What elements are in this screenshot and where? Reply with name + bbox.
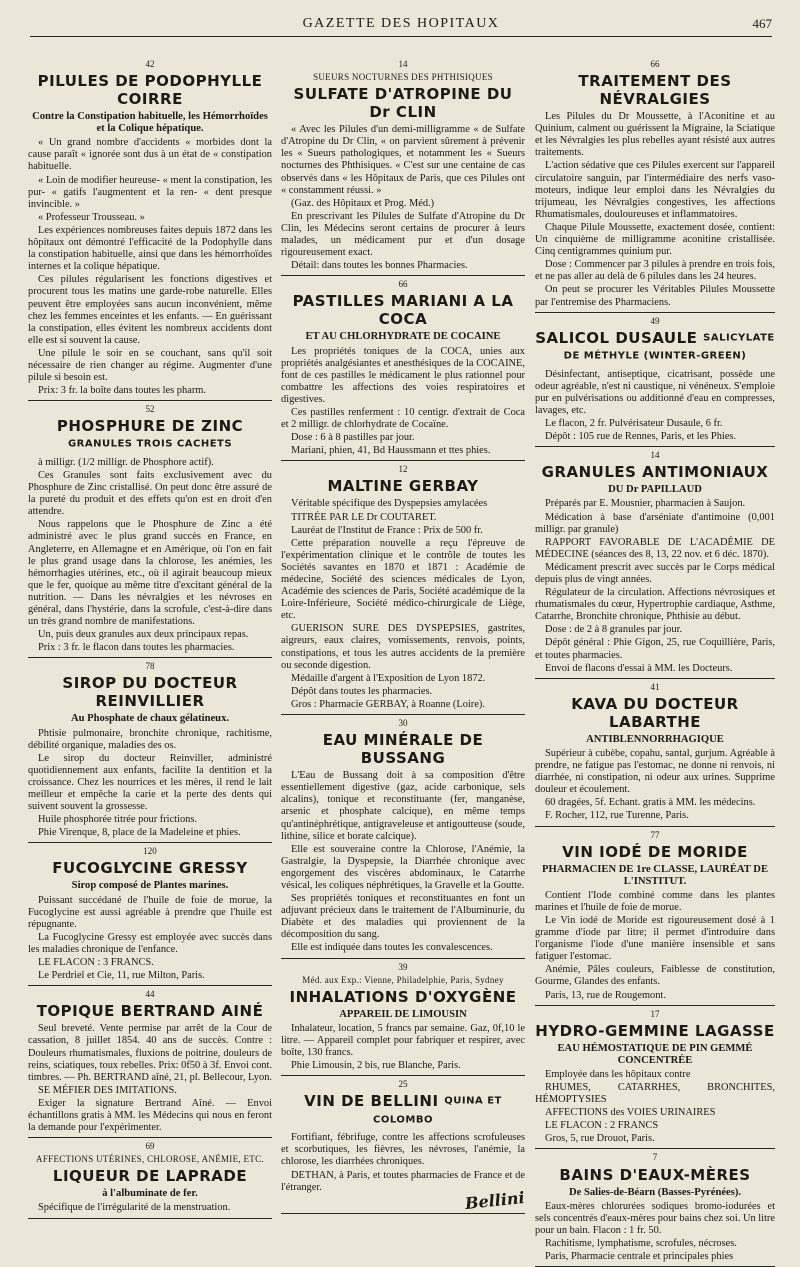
ad-paragraph: Supérieur à cubèbe, copahu, santal, gurjum. Agréable à prendre, ne fatigue pas l'estomac, ne donne ni renvois, ni diarrhée, ni constipation, ni odeur aux urines. Supprime douleur et écoulement. xyxy=(535,747,775,796)
ad-paragraph: Chaque Pilule Moussette, exactement dosée, contient: Un cinquième de milligramme aconitine cristallisée. Cinq centigrammes quinium pur. xyxy=(535,221,775,258)
ad-paragraph: Employée dans les hôpitaux contre xyxy=(545,1068,691,1080)
ad-paragraph: LE FLACON : 2 FRANCS xyxy=(545,1120,659,1132)
ad-paragraph: Gros, 5, rue Drouot, Paris. xyxy=(545,1133,655,1145)
ad-paragraph: Lauréat de l'Institut de France : Prix de 500 fr. xyxy=(291,524,483,536)
ad-subtitle: ANTIBLENNORRHAGIQUE xyxy=(586,733,724,745)
ad-paragraph: Le Perdriel et Cie, 11, rue Milton, Paris. xyxy=(38,970,205,982)
ad-paragraph: DETHAN, à Paris, et toutes pharmacies de France et de l'étranger. xyxy=(281,1169,525,1193)
ad-paragraph: Régulateur de la circulation. Affections névrosiques et rhumatismales du cœur, Hypertrophie cardiaque, Asthme, Catarrhe, Bronchite chronique, Phthisie au début. xyxy=(535,587,775,623)
ad-paragraph: La Fucoglycine Gressy est employée avec succès dans les maladies chronique de l'enfance. xyxy=(28,931,272,955)
ad-paragraph: Paris, 13, rue de Rougemont. xyxy=(545,989,666,1001)
ad-number: 78 xyxy=(145,661,155,672)
ad-paragraph: Eaux-mères chlorurées sodiques bromo-iodurées et sels concentrés d'eaux-mères pour bains chez soi. Un litre pour un bain. Flacon : 1 fr. 50. xyxy=(535,1200,775,1236)
ad-paragraph: Gros : Pharmacie GERBAY, à Roanne (Loire). xyxy=(291,698,485,710)
ad-title xyxy=(281,292,525,328)
advertisement xyxy=(535,1008,775,1150)
ad-paragraph: RHUMES, CATARRHES, BRONCHITES, HÉMOPTYSIES xyxy=(535,1082,775,1106)
ad-paragraph: « Loin de modifier heureuse- « ment la constipation, les pur- « gatifs l'augmentent et la ren- « dent presque invincible. » xyxy=(28,174,272,210)
ad-title xyxy=(535,695,775,731)
column-middle xyxy=(281,58,526,1213)
ad-paragraph: Elle est souveraine contre la Chlorose, l'Anémie, la Gastralgie, la Dyspepsie, la Diarrhée chronique avec engorgement des viscères abdominaux, le Catarrhe vésical, les coliques néphrétiques, la Gravelle et la Goutte. xyxy=(281,843,525,891)
ad-paragraph: (Gaz. des Hôpitaux et Prog. Méd.) xyxy=(291,197,435,209)
ad-paragraph: Puissant succédané de l'huile de foie de morue, la Fucoglycine est aussi agréable à prendre que l'huile est répugnante. xyxy=(28,894,272,930)
ad-paragraph: Détail: dans toutes les bonnes Pharmacies. xyxy=(291,260,468,272)
ad-paragraph: Médaille d'argent à l'Exposition de Lyon 1872. xyxy=(291,672,486,684)
ad-paragraph: Ces pilules régularisent les fonctions digestives et procurent tous les matins une garde-robe naturelle. Elles peuvent être employées sans aucun inconvénient, même chez les femmes enceintes et les enfants. — En guérissant la constipation, elles évitent les nombreux accidents dont elle est si souvent la cause. xyxy=(28,274,272,346)
ad-paragraph: Désinfectant, antiseptique, cicatrisant, possède une odeur agréable, n'est ni caustique, ni vénéneux. S'emploie pur en pulvérisations ou additionné d'eau en compresses, lavages, etc. xyxy=(535,368,775,416)
ad-paragraph: Nous rappelons que le Phosphure de Zinc a été administré avec le plus grand succès en France, en Angleterre, en Allemagne et en Amérique, où l'on en fait le plus grand usage dans la chlorose, les anémies, les hémorrhagies utérines, etc., où il agirait beaucoup mieux que le fer, quoique au même titre d'excitant général de la nutrition. — Dans les névralgies et les névroses en général, dans l'hystérie, dans la scrofule, c'est-à-dire dans un très grand nombre de manifestations. xyxy=(28,519,272,628)
ad-number: 7 xyxy=(652,1152,658,1163)
ad-title-text: FUCOGLYCINE GRESSY xyxy=(52,859,248,878)
ad-number: 42 xyxy=(145,59,155,69)
ad-subtitle: à l'albuminate de fer. xyxy=(102,1188,198,1200)
divider-rule xyxy=(28,657,272,658)
divider-rule xyxy=(281,958,525,959)
page-number: 467 xyxy=(752,16,772,31)
ad-paragraph: Le sirop du docteur Reinviller, administré quotidiennement aux enfants, facilite la dentition et la croissance. Chez les nourrices et les mères, il rend le lait meilleur et empêche la carie et la perte des dents qui suivent souvent la grossesse. xyxy=(28,752,272,813)
ad-paragraph: Phie Limousin, 2 bis, rue Blanche, Paris. xyxy=(291,1060,461,1072)
ad-paragraph: On peut se procurer les Véritables Pilules Moussette par l'entremise des Pharmaciens. xyxy=(535,284,775,308)
ad-paragraph: Dose : 6 à 8 pastilles par jour. xyxy=(291,432,415,444)
advertisement xyxy=(281,961,525,1077)
advertisement xyxy=(535,829,775,1006)
ad-title-text: GRANULES ANTIMONIAUX xyxy=(541,463,769,482)
divider-rule xyxy=(281,275,525,276)
ad-paragraph: Fortifiant, fébrifuge, contre les affections scrofuleuses et scorbutiques, les fièvres, les névroses, l'anémie, la chlorose, les diarrhées chroniques. xyxy=(281,1132,525,1168)
ad-paragraph: En prescrivant les Pilules de Sulfate d'Atropine du Dr Clin, les Médecins seront certains de procurer à leurs malades, un médicament pur et d'un dosage rigoureusement exact. xyxy=(281,210,525,259)
ad-title xyxy=(535,1022,775,1040)
ad-title xyxy=(28,72,272,108)
ad-number: 66 xyxy=(398,279,408,290)
ad-paragraph: Inhalateur, location, 5 francs par semaine. Gaz, 0f,10 le litre. — Appareil complet pour fabriquer et respirer, avec boîte, 130 francs. xyxy=(281,1022,525,1058)
ad-paragraph: à milligr. (1/2 milligr. de Phosphore actif). xyxy=(38,456,214,468)
ad-paragraph: Phie Virenque, 8, place de la Madeleine et phies. xyxy=(38,827,241,839)
ad-number: 52 xyxy=(145,404,155,415)
advertisement xyxy=(281,463,525,715)
advertisement xyxy=(281,58,525,276)
ad-subtitle: Sirop composé de Plantes marines. xyxy=(71,880,229,892)
ad-title xyxy=(28,1002,272,1020)
ad-title xyxy=(281,85,525,121)
ad-number: 41 xyxy=(650,681,660,692)
ad-number: 12 xyxy=(398,464,408,475)
ad-subtitle: Contre la Constipation habituelle, les Hémorrhoïdes et la Colique hépatique. xyxy=(32,111,268,135)
ad-paragraph: LE FLACON : 3 FRANCS. xyxy=(38,957,154,969)
divider-rule xyxy=(535,678,775,679)
divider-rule xyxy=(281,1075,525,1076)
ad-title-text: BAINS D'EAUX-MÈRES xyxy=(559,1165,751,1184)
ad-title-text: MALTINE GERBAY xyxy=(327,477,479,496)
ad-title-text: SULFATE D'ATROPINE DU Dr CLIN xyxy=(293,85,513,122)
ad-kicker: AFFECTIONS UTÉRINES, CHLOROSE, ANÉMIE, ETC. xyxy=(36,1154,264,1165)
divider-rule xyxy=(535,826,775,827)
ad-paragraph: « Avec les Pilules d'un demi-milligramme « de Sulfate d'Atropine du Dr Clin, « on parvient sûrement à prévenir les « Sueurs pathologiques, et notamment les « Sueurs nocturnes des Phthisiques. « C'est sur une centaine de cas observés dans « les Hôpitaux de Paris, que ces Pilules ont « constamment réussi. » xyxy=(281,124,525,196)
ad-paragraph: Médication à base d'arséniate d'antimoine (0,001 milligr. par granule) xyxy=(535,511,775,535)
ad-paragraph: Cette préparation nouvelle a reçu l'épreuve de l'expérimentation clinique et le contrôle de toutes les Sociétés savantes en 1870 et 1871 : Académie de médecine, Société des sciences médicales de Lyon, Académie des sciences de Paris, Société académique de la Loire-Inférieure, Société médico-chirurgicale de Liège, etc. xyxy=(281,537,525,622)
ad-paragraph: « Professeur Trousseau. » xyxy=(38,211,145,223)
ad-paragraph: GUERISON SURE DES DYSPEPSIES, gastrites, aigreurs, eaux claires, vomissements, renvois, points, constipations, et tous les autres accidents de la première ou seconde digestion. xyxy=(281,623,525,671)
ad-paragraph: Phtisie pulmonaire, bronchite chronique, rachitisme, débilité organique, maladies des os. xyxy=(28,727,272,751)
ad-paragraph: L'action sédative que ces Pilules exercent sur l'appareil circulatoire sanguin, par l'intermédiaire des nerfs vaso-moteurs, indique leur emploi dans les Névralgies du trijumeau, les Névralgies congestives, les affections Rhumatismales, douloureuses et inflammatoires. xyxy=(535,160,775,220)
ad-subtitle: De Salies-de-Béarn (Basses-Pyrénées). xyxy=(568,1186,742,1198)
ad-subtitle: APPAREIL DE LIMOUSIN xyxy=(339,1008,467,1020)
advertisement xyxy=(28,1140,272,1218)
ad-paragraph: Huile phosphorée titrée pour frictions. xyxy=(38,814,197,826)
ad-title xyxy=(28,674,272,710)
divider-rule xyxy=(281,460,525,461)
advertisement xyxy=(535,1151,775,1267)
ad-number: 69 xyxy=(145,1141,155,1152)
advertisement xyxy=(281,278,525,461)
ad-subtitle: EAU HÉMOSTATIQUE DE PIN GEMMÉ CONCENTRÉE xyxy=(557,1042,753,1066)
ad-title-text: PHOSPHURE DE ZINC xyxy=(56,417,244,436)
ad-title xyxy=(535,329,775,366)
ad-paragraph: Dépôt : 105 rue de Rennes, Paris, et les Phies. xyxy=(545,431,737,443)
ad-paragraph: Les expériences nombreuses faites depuis 1872 dans les hôpitaux ont démontré l'efficacité de la Podophylle dans la constipation habituelle, ainsi que dans les hémorrhoïdes internes et la colique hépatique. xyxy=(28,224,272,273)
ad-subtitle: PHARMACIEN DE 1re CLASSE, LAURÉAT DE L'INSTITUT. xyxy=(541,863,769,887)
ad-title-text: SIROP DU DOCTEUR REINVILLIER xyxy=(62,674,238,711)
ad-number: 25 xyxy=(398,1079,408,1090)
ad-title-text: SALICOL DUSAULE xyxy=(535,328,698,347)
ad-paragraph: L'Eau de Bussang doit à sa composition d'être essentiellement digestive (gaz, acide carbonique, sels alcalins), tonique et reconstituante (fer, manganèse, arsenic et phosphate calcique), en même temps qu'antinéphrétique, antigraveleuse et antigoutteuse (soude, lithine, silice et borate calcique). xyxy=(281,770,525,842)
advertisement xyxy=(28,403,272,658)
ad-number: 39 xyxy=(398,961,408,972)
divider-rule xyxy=(28,1137,272,1138)
ad-number: 14 xyxy=(398,59,408,69)
advertisement xyxy=(281,1078,525,1214)
ad-title-qualifier: QUINA ET COLOMBO xyxy=(373,1095,502,1126)
advertisement xyxy=(535,449,775,679)
divider-rule xyxy=(28,400,272,401)
ad-paragraph: Le flacon, 2 fr. Pulvérisateur Dusaule, 6 fr. xyxy=(545,418,723,430)
advertisement xyxy=(28,845,272,986)
ad-number: 49 xyxy=(650,315,660,326)
ad-title-qualifier: SALICYLATE DE MÉTHYLE (WINTER-GREEN) xyxy=(563,332,775,362)
ad-title-text: LIQUEUR DE LAPRADE xyxy=(52,1167,248,1186)
ad-number: 44 xyxy=(145,989,155,1000)
ad-paragraph: « Un grand nombre d'accidents « morbides dont la cause paraît « ignorée sont dus à un état de « constipation habituelle. xyxy=(28,137,272,173)
ad-paragraph: Les Pilules du Dr Moussette, à l'Aconitine et au Quinium, calment ou guérissent la Migraine, la Sciatique et les Névralgies les plus rebelles ayant résisté aux autres traitements. xyxy=(535,111,775,159)
ad-paragraph: Prix: 3 fr. la boîte dans toutes les pharm. xyxy=(38,385,206,397)
ad-title xyxy=(535,843,775,861)
ad-subtitle: Au Phosphate de chaux gélatineux. xyxy=(70,713,230,725)
ad-subtitle: ET AU CHLORHYDRATE DE COCAINE xyxy=(305,331,501,343)
ad-paragraph: Spécifique de l'irrégularité de la menstruation. xyxy=(38,1202,231,1214)
ad-paragraph: Paris, Pharmacie centrale et principales phies xyxy=(545,1251,734,1263)
divider-rule xyxy=(535,446,775,447)
ad-number: 17 xyxy=(650,1008,660,1019)
ad-paragraph: Contient l'Iode combiné comme dans les plantes marines et l'huile de foie de morue. xyxy=(535,889,775,913)
ad-title-text: INHALATIONS D'OXYGÈNE xyxy=(289,987,517,1006)
ad-paragraph: Les propriétés toniques de la COCA, unies aux propriétés analgésiantes et anesthésiques de la COCAINE, font de ces pastilles le médicament le plus rationnel pour combattre les affections des voies respiratoires et digestives. xyxy=(281,345,525,405)
divider-rule xyxy=(28,842,272,843)
ad-title xyxy=(281,1092,525,1129)
ad-paragraph: Préparés par E. Mousnier, pharmacien à Saujon. xyxy=(545,498,746,510)
ad-paragraph: Un, puis deux granules aux deux principaux repas. xyxy=(38,629,249,641)
advertisement xyxy=(28,58,272,401)
ad-paragraph: Ses propriétés toniques et reconstituantes en font un adjuvant précieux dans le traitement de l'Albuminurie, du Diabète et des maladies qui proviennent de la décomposition du sang. xyxy=(281,893,525,941)
divider-rule xyxy=(281,714,525,715)
ad-paragraph: Dépôt général : Phie Gigon, 25, rue Coquillière, Paris, et toutes pharmacies. xyxy=(535,637,775,661)
ad-paragraph: Anémie, Pâles couleurs, Faiblesse de constitution, Gourme, Glandes des enfants. xyxy=(535,964,775,988)
ad-subtitle: DU Dr PAPILLAUD xyxy=(608,484,702,496)
ad-title-text: TOPIQUE BERTRAND AINÉ xyxy=(36,1002,264,1021)
advertisement xyxy=(28,988,272,1138)
advertisement xyxy=(28,660,272,843)
ad-paragraph: Dépôt dans toutes les pharmacies. xyxy=(291,685,433,697)
ad-paragraph: Envoi de flacons d'essai à MM. les Docteurs. xyxy=(545,662,733,674)
signature-block xyxy=(281,1187,526,1213)
column-left xyxy=(28,58,272,1214)
ad-title-text: KAVA DU DOCTEUR LABARTHE xyxy=(571,694,739,731)
advertisement xyxy=(281,717,525,959)
ad-title xyxy=(28,417,272,454)
gazette-title: GAZETTE DES HOPITAUX xyxy=(302,16,500,31)
ad-paragraph: Elle est indiquée dans toutes les convalescences. xyxy=(291,942,493,954)
ad-paragraph: Rachitisme, lymphatisme, scrofules, nécroses. xyxy=(545,1237,737,1249)
ad-title xyxy=(535,1166,775,1184)
divider-rule xyxy=(535,1148,775,1149)
ad-number: 77 xyxy=(650,829,660,840)
ad-paragraph: Dose : de 2 à 8 granules par jour. xyxy=(545,624,683,636)
ad-paragraph: Une pilule le soir en se couchant, sans qu'il soit nécessaire de rien changer au régime. Augmenter d'une pilule si besoin est. xyxy=(28,347,272,384)
ad-paragraph: Exiger la signature Bertrand Aîné. — Envoi échantillons gratis à MM. les Médecins qui nous en feront la demande pour l'expérimenter. xyxy=(28,1097,272,1134)
ad-paragraph: F. Rocher, 112, rue Turenne, Paris. xyxy=(545,810,689,822)
ad-paragraph: Dose : Commencer par 3 pilules à prendre en trois fois, et ne pas aller au delà de 6 pilules dans les 24 heures. xyxy=(535,259,775,283)
divider-rule xyxy=(535,312,775,313)
divider-rule xyxy=(28,985,272,986)
advertisement xyxy=(535,315,775,448)
ad-title xyxy=(281,731,525,767)
ad-title-text: PILULES DE PODOPHYLLE COIRRE xyxy=(37,72,263,109)
ad-kicker: Méd. aux Exp.: Vienne, Philadelphie, Paris, Sydney xyxy=(302,974,504,985)
ad-number: 120 xyxy=(143,846,157,857)
ad-paragraph: AFFECTIONS des VOIES URINAIRES xyxy=(545,1107,716,1119)
ad-title-text: VIN DE BELLINI xyxy=(304,1092,439,1111)
ad-paragraph: Ces pastilles renferment : 10 centigr. d'extrait de Coca et 2 milligr. de chlorhydrate de Cocaïne. xyxy=(281,406,525,431)
ad-paragraph: Seul breveté. Vente permise par arrêt de la Cour de cassation, 8 juillet 1854. 40 ans de succès. Contre : Douleurs rhumatismales, fluxions de poitrine, douleurs de reins, sciatiques, toux rebelles. Prix: 0f50 à 3f. Envoi cont. timbres. — Ph. BERTRAND aîné, 21, pl. Bellecour, Lyon. xyxy=(28,1023,272,1083)
divider-rule xyxy=(28,1218,272,1219)
ad-paragraph: Véritable spécifique des Dyspepsies amylacées xyxy=(291,498,488,510)
advertisement xyxy=(535,681,775,827)
handwritten-signature: Bellini xyxy=(464,1187,526,1213)
ad-paragraph: 60 dragées, 5f. Echant. gratis à MM. les médecins. xyxy=(545,797,756,809)
ad-paragraph: Ces Granules sont faits exclusivement avec du Phosphure de Zinc cristallisé. On peut donc être assuré de la pureté du produit et des effets qu'on est en droit d'en attendre. xyxy=(28,469,272,518)
ad-paragraph: Médicament prescrit avec succès par le Corps médical depuis plus de vingt années. xyxy=(535,561,775,585)
ad-title-text: HYDRO-GEMMINE LAGASSE xyxy=(535,1021,775,1040)
ad-title-text: TRAITEMENT DES NÉVRALGIES xyxy=(578,72,732,109)
ad-title xyxy=(281,477,525,495)
ad-title-text: PASTILLES MARIANI A LA COCA xyxy=(292,292,514,329)
ad-number: 30 xyxy=(398,718,408,729)
ad-title xyxy=(535,463,775,481)
ad-kicker: SUEURS NOCTURNES DES PHTHISIQUES xyxy=(313,72,493,83)
ad-title-text: VIN IODÉ DE MORIDE xyxy=(562,842,748,861)
ad-title-text: EAU MINÉRALE DE BUSSANG xyxy=(322,731,484,768)
ad-paragraph: TITRÉE PAR LE Dr COUTARET. xyxy=(291,511,437,523)
ad-paragraph: RAPPORT FAVORABLE DE L'ACADÉMIE DE MÉDECINE (séances des 8, 13, 22 nov. et 6 déc. 1870). xyxy=(535,536,775,560)
ad-paragraph: Le Vin iodé de Moride est rigoureusement dosé à 1 gramme d'iode par litre; il permet d'introduire dans l'organisme l'iode d'une manière insensible et sans fatiguer l'estomac. xyxy=(535,914,775,963)
divider-rule xyxy=(535,1005,775,1006)
ad-paragraph: SE MÉFIER DES IMITATIONS. xyxy=(38,1084,177,1096)
page-header xyxy=(30,16,772,37)
divider-rule xyxy=(281,1213,525,1214)
ad-paragraph: Mariani, phien, 41, Bd Haussmann et ttes phies. xyxy=(291,445,491,457)
advertisement xyxy=(535,58,775,313)
ad-title xyxy=(28,1167,272,1185)
ad-number: 66 xyxy=(650,59,660,69)
ad-title xyxy=(535,72,775,108)
ad-number: 14 xyxy=(650,450,660,461)
ad-title xyxy=(28,859,272,877)
ad-title-qualifier: GRANULES TROIS CACHETS xyxy=(67,438,233,450)
column-right xyxy=(535,58,775,1263)
ad-title xyxy=(281,988,525,1006)
ad-paragraph: Prix : 3 fr. le flacon dans toutes les pharmacies. xyxy=(38,642,235,654)
